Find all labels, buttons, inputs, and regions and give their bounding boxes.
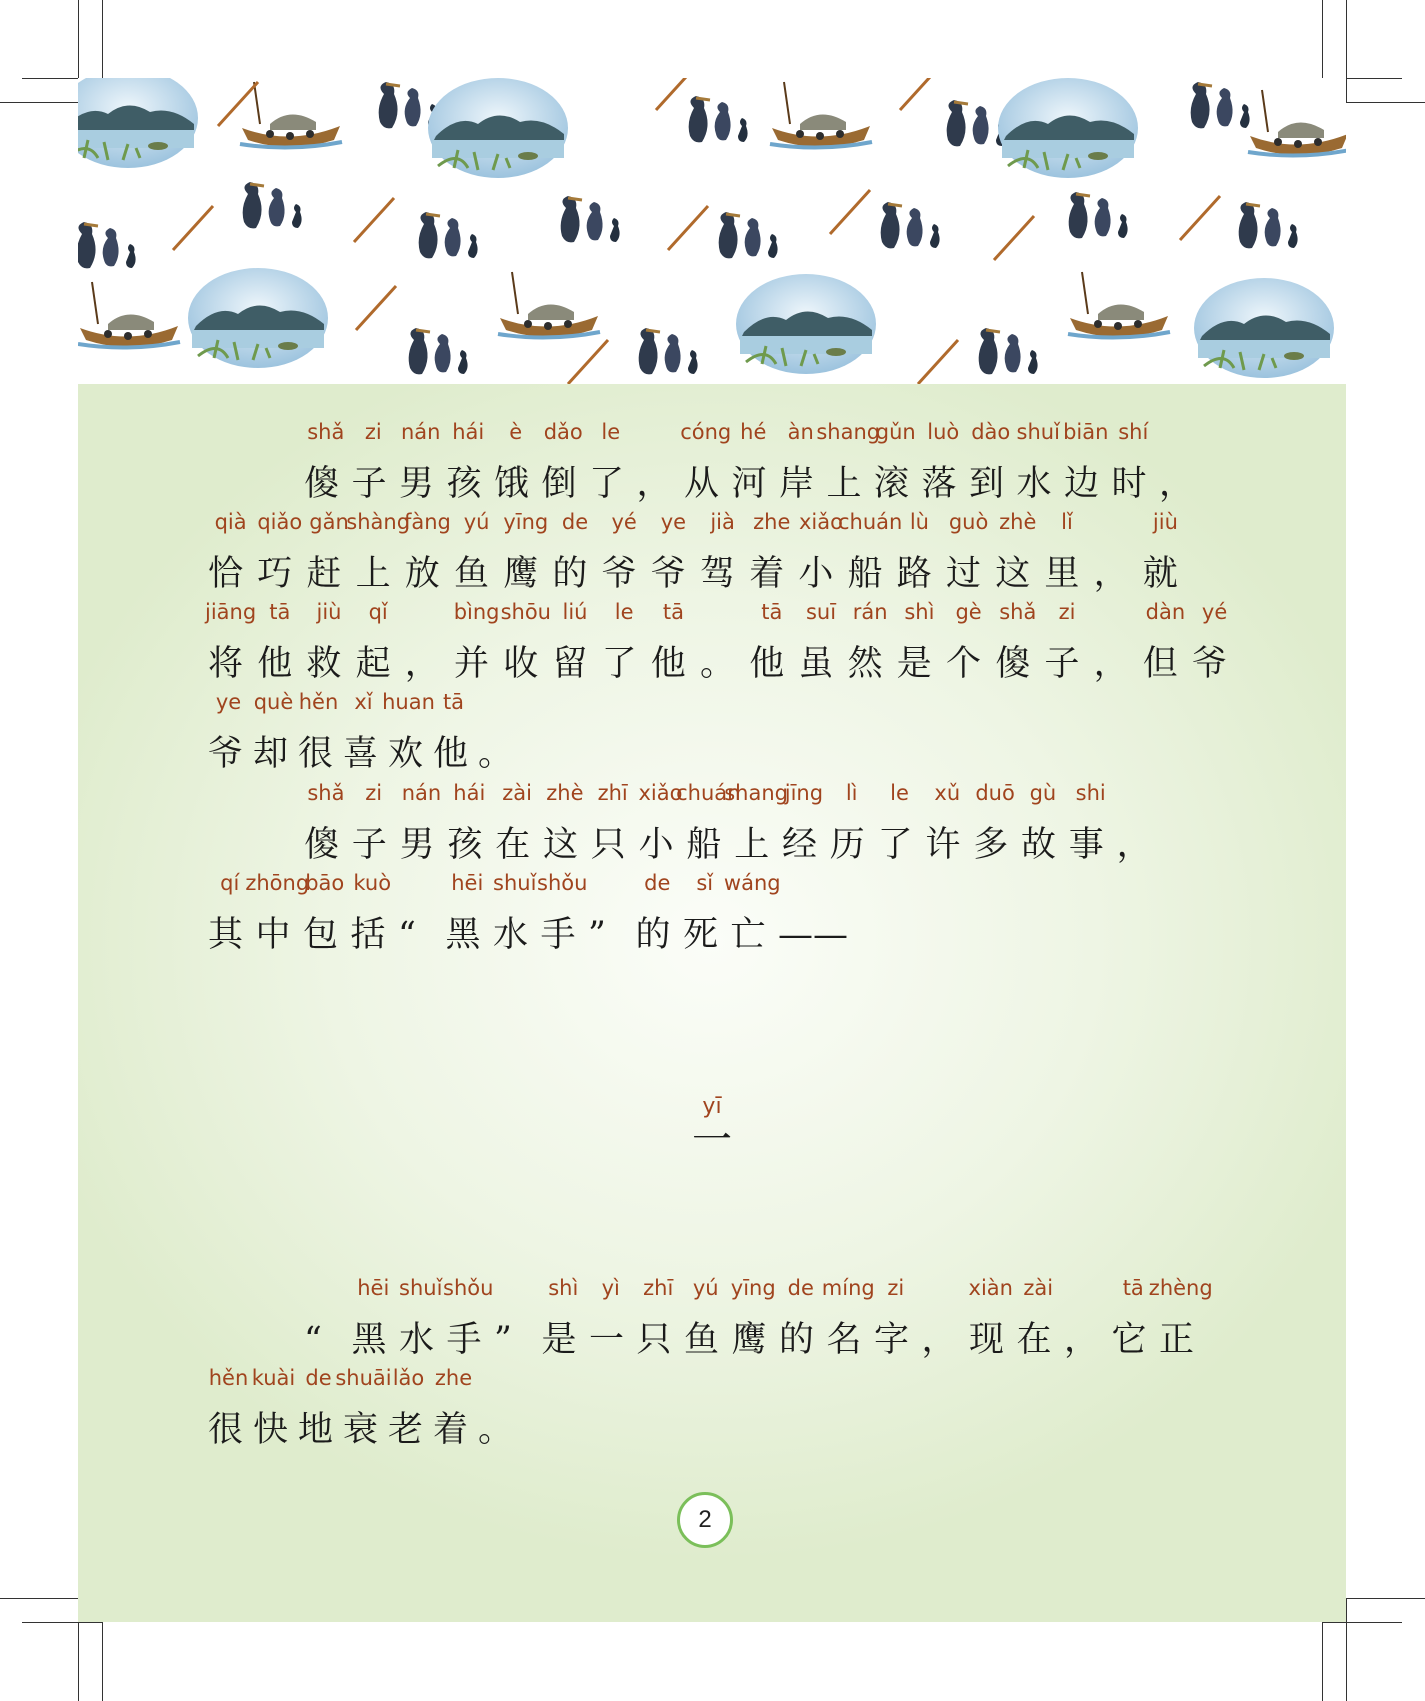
hanzi-char: 上 xyxy=(826,464,862,504)
hanzi-char: ， xyxy=(1159,464,1195,504)
pinyin-syllable: lù xyxy=(909,510,929,534)
pinyin-syllable: zi xyxy=(364,420,382,444)
pinyin-syllable: zhe xyxy=(753,510,791,534)
pinyin-syllable: cóng xyxy=(680,420,732,444)
pinyin-syllable: dǎo xyxy=(543,420,583,444)
pinyin-syllable: suī xyxy=(805,600,837,624)
pinyin-syllable: huan xyxy=(382,690,435,714)
pinyin-syllable: shuāi xyxy=(335,1366,392,1390)
hanzi-char: 它 xyxy=(1111,1320,1147,1360)
pinyin-syllable: liú xyxy=(562,600,588,624)
hanzi-char: 名 xyxy=(826,1320,862,1360)
hanzi-char: ， xyxy=(1093,554,1129,594)
hanzi-char: 一 xyxy=(589,1320,625,1360)
pinyin-syllable: jià xyxy=(710,510,735,534)
pinyin-syllable: duō xyxy=(975,781,1015,805)
page-body xyxy=(78,384,1346,1622)
crop-mark xyxy=(1346,1598,1347,1701)
hanzi-char: 了 xyxy=(601,644,637,684)
hanzi-char: 事 xyxy=(1068,825,1104,865)
hanzi-char: 多 xyxy=(973,825,1009,865)
crop-mark xyxy=(1346,1598,1425,1599)
decorative-banner xyxy=(78,78,1346,384)
pinyin-syllable: bāo xyxy=(305,871,345,895)
pinyin-syllable: àn xyxy=(787,420,814,444)
hanzi-char: 就 xyxy=(1142,554,1178,594)
hanzi-char: 。 xyxy=(700,644,736,684)
hanzi-char: 死 xyxy=(683,915,719,955)
pinyin-syllable: dào xyxy=(971,420,1011,444)
pinyin-syllable: xiàn xyxy=(968,1276,1013,1300)
hanzi-char: 傻 xyxy=(304,825,340,865)
pinyin-syllable: de xyxy=(644,871,671,895)
hanzi-char: 但 xyxy=(1142,644,1178,684)
hanzi-char: ， xyxy=(921,1320,957,1360)
section-number xyxy=(78,1094,1346,1163)
hanzi-char: 鹰 xyxy=(503,554,539,594)
hanzi-char: 到 xyxy=(969,464,1005,504)
hanzi-char: 水 xyxy=(493,915,529,955)
hanzi-char: 并 xyxy=(454,644,490,684)
pinyin-syllable: shuǐ xyxy=(399,1276,443,1300)
hanzi-char: 老 xyxy=(388,1410,424,1450)
hanzi-char: 他 xyxy=(257,644,293,684)
hanzi-char: 鱼 xyxy=(454,554,490,594)
hanzi-char: 里 xyxy=(1044,554,1080,594)
hanzi-char: 孩 xyxy=(446,464,482,504)
pinyin-syllable: zi xyxy=(1058,600,1076,624)
hanzi-char: 着 xyxy=(749,554,785,594)
hanzi-char: 爷 xyxy=(601,554,637,594)
hanzi-char: 从 xyxy=(684,464,720,504)
hanzi-char: “ xyxy=(304,1320,322,1360)
hanzi-char: 驾 xyxy=(700,554,736,594)
pinyin-syllable: qǐ xyxy=(368,600,388,624)
pinyin-syllable: zhè xyxy=(546,781,584,805)
hanzi-char: 很 xyxy=(208,1410,244,1450)
hanzi-char: 他 xyxy=(433,734,469,774)
hanzi-char: 他 xyxy=(749,644,785,684)
hanzi-char: 个 xyxy=(946,644,982,684)
hanzi-char: ， xyxy=(404,644,440,684)
hanzi-char: 的 xyxy=(635,915,671,955)
pinyin-syllable: yé xyxy=(1201,600,1228,624)
pinyin-syllable: chuán xyxy=(838,510,903,534)
crop-mark xyxy=(0,102,78,103)
hanzi-char: 滚 xyxy=(874,464,910,504)
pinyin-syllable: lǎo xyxy=(392,1366,425,1390)
pinyin-syllable: yú xyxy=(692,1276,719,1300)
pinyin-syllable: de xyxy=(305,1366,332,1390)
hanzi-char: 在 xyxy=(1016,1320,1052,1360)
pinyin-syllable: shang xyxy=(724,781,788,805)
hanzi-char: 赶 xyxy=(306,554,342,594)
pinyin-syllable: tā xyxy=(1122,1276,1144,1300)
pinyin-syllable: tā xyxy=(442,690,465,714)
section-hanzi: 一 xyxy=(692,1117,732,1163)
pinyin-syllable: qià xyxy=(214,510,247,534)
hanzi-char: 收 xyxy=(503,644,539,684)
pinyin-syllable: shì xyxy=(548,1276,579,1300)
pinyin-syllable: míng xyxy=(821,1276,875,1300)
pinyin-syllable: zhī xyxy=(597,781,628,805)
pinyin-syllable: chuán xyxy=(676,781,741,805)
pinyin-syllable: shōu xyxy=(500,600,552,624)
hanzi-char: 边 xyxy=(1064,464,1100,504)
pinyin-syllable: bìng xyxy=(453,600,500,624)
hanzi-char: “ xyxy=(398,915,416,955)
pinyin-syllable: biān xyxy=(1063,420,1109,444)
section-pinyin: yī xyxy=(702,1094,722,1119)
pinyin-syllable: yé xyxy=(611,510,637,534)
pinyin-syllable: fàng xyxy=(403,510,451,534)
pinyin-syllable: ye xyxy=(660,510,687,534)
hanzi-char: 这 xyxy=(995,554,1031,594)
hanzi-char: ， xyxy=(1064,1320,1100,1360)
pinyin-syllable: shǎ xyxy=(307,781,345,805)
pinyin-syllable: jiāng xyxy=(205,600,257,624)
hanzi-char: 的 xyxy=(552,554,588,594)
crop-mark xyxy=(102,1622,103,1701)
hanzi-char: 巧 xyxy=(257,554,293,594)
pinyin-syllable: yú xyxy=(463,510,490,534)
pinyin-syllable: shí xyxy=(1118,420,1149,444)
hanzi-char: 字 xyxy=(874,1320,910,1360)
crop-mark xyxy=(1322,1622,1323,1701)
pinyin-syllable: ye xyxy=(215,690,242,714)
pinyin-syllable: yì xyxy=(601,1276,620,1300)
hanzi-char: 然 xyxy=(847,644,883,684)
hanzi-char: 爷 xyxy=(208,734,244,774)
pinyin-syllable: le xyxy=(601,420,621,444)
pinyin-syllable: yīng xyxy=(730,1276,776,1300)
hanzi-char: 岸 xyxy=(779,464,815,504)
hanzi-char: 这 xyxy=(543,825,579,865)
pinyin-syllable: shàng xyxy=(346,510,411,534)
hanzi-char: ” xyxy=(494,1320,512,1360)
hanzi-char: 时 xyxy=(1111,464,1147,504)
pinyin-syllable: xǐ xyxy=(354,690,373,714)
pinyin-syllable: zi xyxy=(887,1276,905,1300)
hanzi-char: ” xyxy=(588,915,606,955)
pinyin-syllable: què xyxy=(253,690,294,714)
hanzi-char: 水 xyxy=(1016,464,1052,504)
pinyin-syllable: tā xyxy=(761,600,783,624)
pinyin-syllable: zhè xyxy=(999,510,1037,534)
hanzi-char: 许 xyxy=(925,825,961,865)
pinyin-syllable: tā xyxy=(269,600,291,624)
pinyin-syllable: zi xyxy=(365,781,383,805)
pinyin-syllable: gù xyxy=(1029,781,1057,805)
pinyin-syllable: shì xyxy=(904,600,935,624)
hanzi-char: 亡 xyxy=(730,915,766,955)
pinyin-syllable: nán xyxy=(401,420,441,444)
pinyin-syllable: shǒu xyxy=(537,871,588,895)
hanzi-char: 的 xyxy=(779,1320,815,1360)
hanzi-char: 是 xyxy=(896,644,932,684)
pinyin-syllable: guò xyxy=(948,510,989,534)
hanzi-char: 经 xyxy=(782,825,818,865)
page-number: 2 xyxy=(677,1492,733,1548)
hanzi-char: 河 xyxy=(731,464,767,504)
hanzi-char: —— xyxy=(778,915,848,955)
pinyin-syllable: hēi xyxy=(357,1276,390,1300)
pinyin-syllable: le xyxy=(614,600,634,624)
pinyin-syllable: dàn xyxy=(1145,600,1186,624)
pinyin-syllable: lǐ xyxy=(1061,510,1073,534)
hanzi-char: 括 xyxy=(350,915,386,955)
pinyin-syllable: shǎ xyxy=(999,600,1037,624)
hanzi-char: 黑 xyxy=(445,915,481,955)
pinyin-syllable: lì xyxy=(845,781,858,805)
hanzi-char: 。 xyxy=(478,1410,514,1450)
crop-mark xyxy=(1322,1622,1402,1623)
hanzi-char: 现 xyxy=(969,1320,1005,1360)
pinyin-syllable: rán xyxy=(852,600,888,624)
hanzi-char: 他 xyxy=(650,644,686,684)
pinyin-syllable: xiǎo xyxy=(799,510,843,534)
pinyin-syllable: yīng xyxy=(503,510,549,534)
pinyin-syllable: sǐ xyxy=(696,871,714,895)
pinyin-syllable: shǎ xyxy=(307,420,345,444)
pinyin-syllable: xǔ xyxy=(934,781,961,805)
hanzi-char: ， xyxy=(636,464,672,504)
hanzi-char: 鱼 xyxy=(684,1320,720,1360)
hanzi-char: 小 xyxy=(798,554,834,594)
pinyin-syllable: nán xyxy=(401,781,442,805)
pinyin-syllable: shang xyxy=(816,420,881,444)
pinyin-syllable: tā xyxy=(662,600,684,624)
pinyin-syllable: gè xyxy=(955,600,982,624)
hanzi-char: 喜 xyxy=(343,734,379,774)
pinyin-syllable: zài xyxy=(502,781,532,805)
hanzi-char: 倒 xyxy=(541,464,577,504)
hanzi-char: 子 xyxy=(1044,644,1080,684)
hanzi-char: 其 xyxy=(208,915,244,955)
hanzi-char: 路 xyxy=(896,554,932,594)
pinyin-syllable: jiù xyxy=(1152,510,1178,534)
hanzi-char: 留 xyxy=(552,644,588,684)
hanzi-char: 只 xyxy=(636,1320,672,1360)
hanzi-char: 中 xyxy=(255,915,291,955)
hanzi-char: 鹰 xyxy=(731,1320,767,1360)
pinyin-syllable: hěn xyxy=(208,1366,249,1390)
hanzi-char: 虽 xyxy=(798,644,834,684)
pinyin-syllable: luò xyxy=(927,420,960,444)
hanzi-char: 是 xyxy=(541,1320,577,1360)
hanzi-char: 历 xyxy=(829,825,865,865)
hanzi-char: 快 xyxy=(253,1410,289,1450)
hanzi-char: 水 xyxy=(399,1320,435,1360)
crop-mark xyxy=(1346,102,1425,103)
pinyin-syllable: zhī xyxy=(643,1276,674,1300)
pinyin-syllable: shi xyxy=(1075,781,1106,805)
pinyin-syllable: xiǎo xyxy=(638,781,683,805)
hanzi-char: 只 xyxy=(590,825,626,865)
pinyin-syllable: zài xyxy=(1023,1276,1054,1300)
crop-mark xyxy=(0,1598,78,1599)
pinyin-syllable: shǒu xyxy=(443,1276,494,1300)
pinyin-syllable: è xyxy=(509,420,523,444)
hanzi-char: 黑 xyxy=(351,1320,387,1360)
hanzi-char: 船 xyxy=(847,554,883,594)
pinyin-syllable: shuǐ xyxy=(493,871,537,895)
hanzi-char: 了 xyxy=(877,825,913,865)
hanzi-char: 子 xyxy=(351,825,387,865)
hanzi-char: 欢 xyxy=(388,734,424,774)
hanzi-char: 子 xyxy=(351,464,387,504)
pinyin-syllable: hái xyxy=(452,420,485,444)
hanzi-char: 包 xyxy=(303,915,339,955)
hanzi-char: 故 xyxy=(1021,825,1057,865)
pinyin-syllable: hěn xyxy=(298,690,339,714)
hanzi-char: 恰 xyxy=(208,554,244,594)
hanzi-char: 很 xyxy=(298,734,334,774)
hanzi-char: ， xyxy=(1116,825,1152,865)
pinyin-syllable: wáng xyxy=(723,871,781,895)
crop-mark xyxy=(102,0,103,78)
pinyin-syllable: de xyxy=(787,1276,814,1300)
hanzi-char: 着 xyxy=(433,1410,469,1450)
pinyin-syllable: gǔn xyxy=(875,420,916,444)
hanzi-char: 正 xyxy=(1159,1320,1195,1360)
pinyin-syllable: shuǐ xyxy=(1016,420,1060,444)
hanzi-char: 将 xyxy=(208,644,244,684)
hanzi-char: 过 xyxy=(946,554,982,594)
pinyin-syllable: qí xyxy=(220,871,240,895)
pinyin-syllable: kuài xyxy=(251,1366,296,1390)
pinyin-syllable: hēi xyxy=(451,871,484,895)
crop-mark xyxy=(1346,0,1347,102)
hanzi-char: ， xyxy=(1093,644,1129,684)
pinyin-syllable: le xyxy=(890,781,909,805)
pinyin-syllable: jiù xyxy=(316,600,342,624)
hanzi-char: 了 xyxy=(589,464,625,504)
hanzi-char: 手 xyxy=(446,1320,482,1360)
pinyin-syllable: qiǎo xyxy=(257,510,303,534)
hanzi-char: 衰 xyxy=(343,1410,379,1450)
hanzi-char: 上 xyxy=(355,554,391,594)
hanzi-char: 救 xyxy=(306,644,342,684)
hanzi-char: 却 xyxy=(253,734,289,774)
hanzi-char: 爷 xyxy=(650,554,686,594)
crop-mark xyxy=(22,1622,102,1623)
hanzi-char: 傻 xyxy=(304,464,340,504)
hanzi-char: 男 xyxy=(399,464,435,504)
hanzi-char: 男 xyxy=(399,825,435,865)
hanzi-char: 在 xyxy=(495,825,531,865)
pinyin-syllable: hé xyxy=(740,420,767,444)
pinyin-syllable: kuò xyxy=(353,871,392,895)
hanzi-char: 起 xyxy=(355,644,391,684)
hanzi-char: 放 xyxy=(404,554,440,594)
pinyin-syllable: gǎn xyxy=(309,510,349,534)
hanzi-char: 小 xyxy=(638,825,674,865)
hanzi-char: 孩 xyxy=(447,825,483,865)
pinyin-syllable: jīng xyxy=(784,781,824,805)
pinyin-syllable: zhèng xyxy=(1148,1276,1213,1300)
hanzi-char: 地 xyxy=(298,1410,334,1450)
hanzi-char: 爷 xyxy=(1192,644,1228,684)
pinyin-syllable: zhe xyxy=(434,1366,473,1390)
pinyin-syllable: zhōng xyxy=(245,871,310,895)
crop-mark xyxy=(1322,0,1323,78)
pinyin-syllable: hái xyxy=(453,781,486,805)
hanzi-char: 落 xyxy=(921,464,957,504)
hanzi-char: 傻 xyxy=(995,644,1031,684)
hanzi-char: 饿 xyxy=(494,464,530,504)
pinyin-syllable: de xyxy=(561,510,589,534)
hanzi-char: 上 xyxy=(734,825,770,865)
hanzi-char: 船 xyxy=(686,825,722,865)
hanzi-char: 手 xyxy=(540,915,576,955)
hanzi-char: 。 xyxy=(478,734,514,774)
